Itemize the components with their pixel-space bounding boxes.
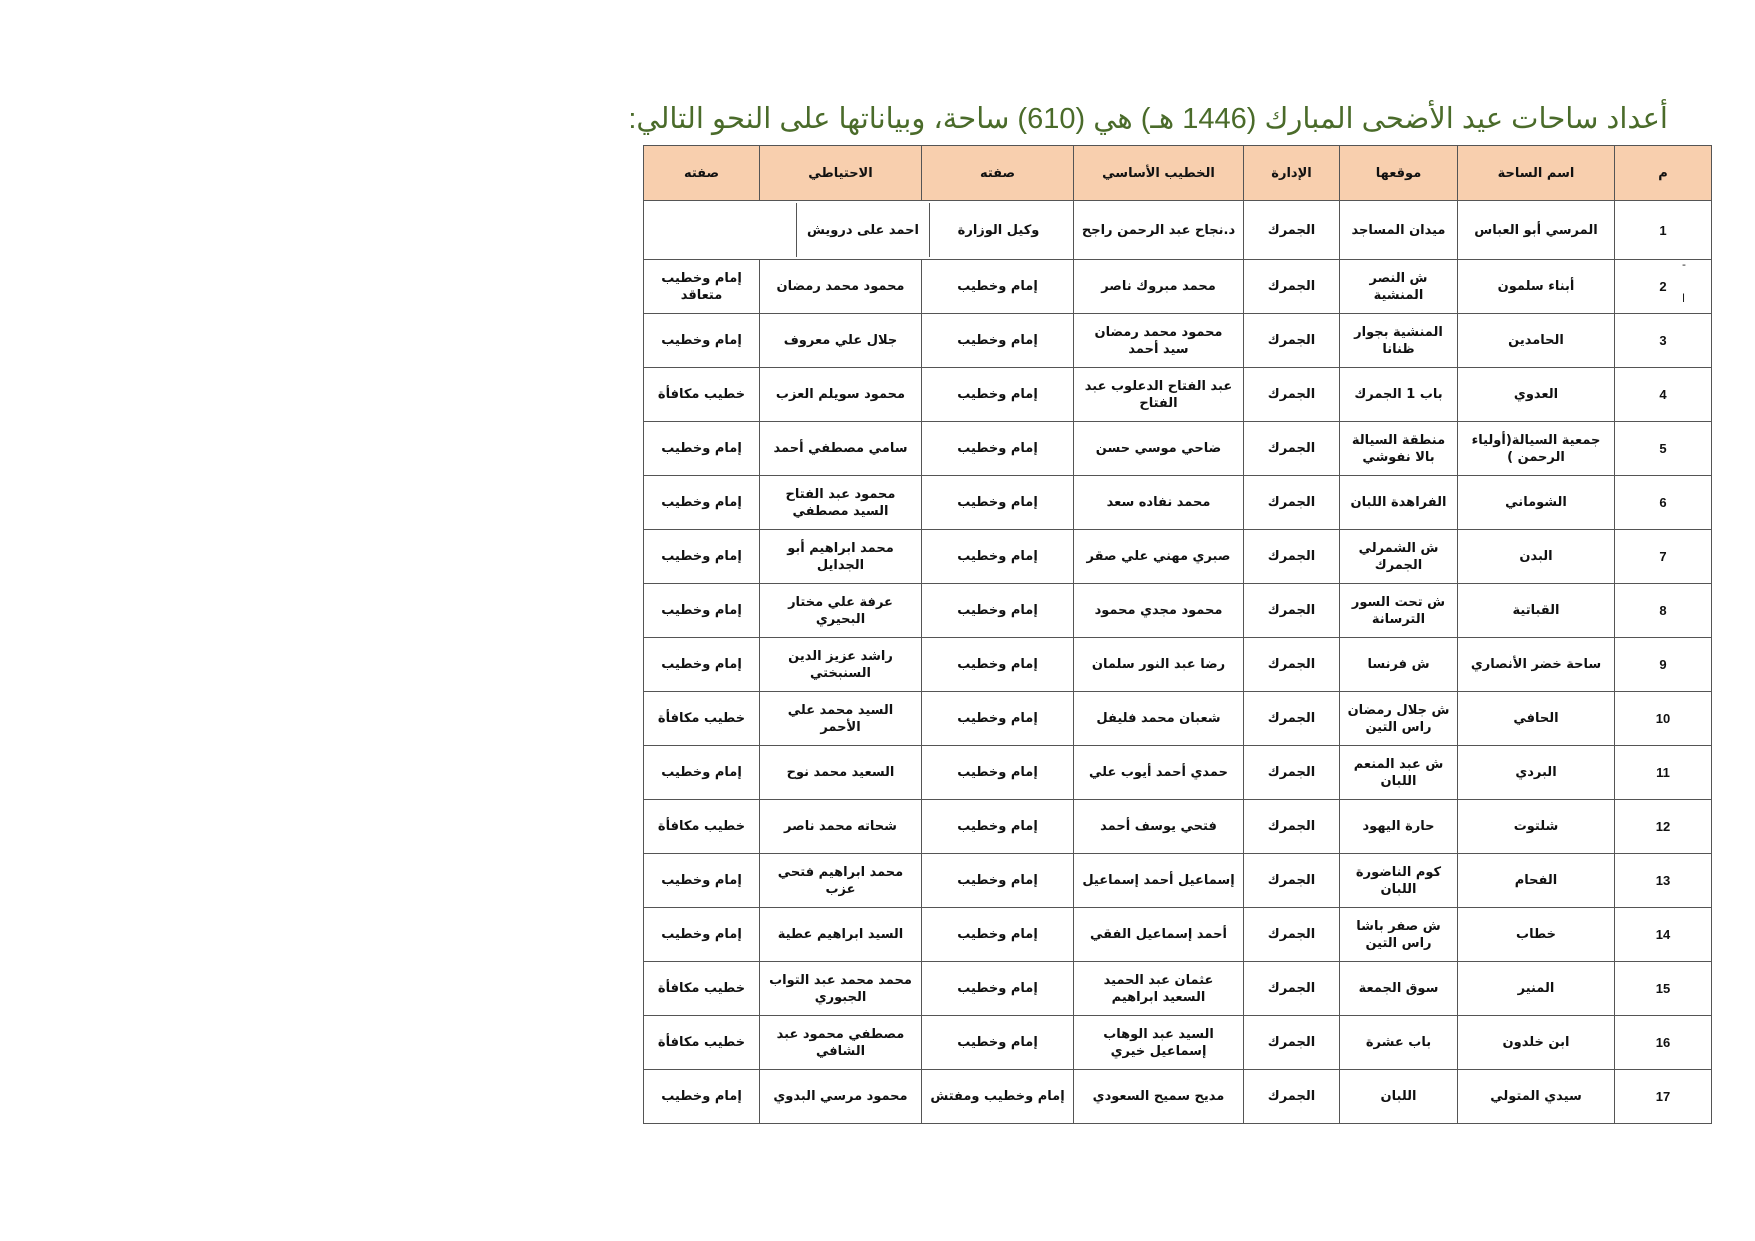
row-khatib: محمد نفاده سعد bbox=[1074, 476, 1244, 530]
row-role: إمام وخطيب bbox=[922, 638, 1074, 692]
table-header-row bbox=[644, 146, 1712, 201]
row-reserve-role: إمام وخطيب bbox=[644, 1070, 760, 1124]
row-reserve-role: إمام وخطيب bbox=[644, 314, 760, 368]
row-reserve: راشد عزيز الدين السنبختي bbox=[760, 638, 922, 692]
row-admin: الجمرك bbox=[1244, 368, 1340, 422]
row-location: ش النصر المنشية bbox=[1340, 260, 1458, 314]
row-num: 17 bbox=[1615, 1070, 1712, 1124]
table-row bbox=[644, 314, 1712, 368]
row-location: منطقة السيالة بالا نفوشي bbox=[1340, 422, 1458, 476]
row-num: 15 bbox=[1615, 962, 1712, 1016]
row-khatib: محمود مجدي محمود bbox=[1074, 584, 1244, 638]
page-title: أعداد ساحات عيد الأضحى المبارك (1446 هـ) هي (610) ساحة، وبياناتها على النحو التالي: bbox=[628, 103, 1668, 135]
row-reserve: شحاته محمد ناصر bbox=[760, 800, 922, 854]
row-name: البدن bbox=[1458, 530, 1615, 584]
table-row bbox=[644, 638, 1712, 692]
row-reserve-role: إمام وخطيب bbox=[644, 854, 760, 908]
row-name: ساحة خضر الأنصاري bbox=[1458, 638, 1615, 692]
row-reserve: السعيد محمد نوح bbox=[760, 746, 922, 800]
row-reserve: جلال علي معروف bbox=[760, 314, 922, 368]
row-reserve-role: إمام وخطيب bbox=[644, 422, 760, 476]
row-name: البردي bbox=[1458, 746, 1615, 800]
row-khatib: فتحي يوسف أحمد bbox=[1074, 800, 1244, 854]
row-role: إمام وخطيب bbox=[922, 476, 1074, 530]
row-role: إمام وخطيب bbox=[922, 692, 1074, 746]
row2-dash-mark: - bbox=[1682, 258, 1686, 271]
row-reserve-role: إمام وخطيب bbox=[644, 638, 760, 692]
row-name: خطاب bbox=[1458, 908, 1615, 962]
row-reserve: السيد محمد علي الأحمر bbox=[760, 692, 922, 746]
row-reserve-role: إمام وخطيب bbox=[644, 746, 760, 800]
row2-alif-mark: ا bbox=[1682, 292, 1686, 305]
row-location: كوم الناضورة اللبان bbox=[1340, 854, 1458, 908]
table-row bbox=[644, 476, 1712, 530]
row-name: المنير bbox=[1458, 962, 1615, 1016]
row-admin: الجمرك bbox=[1244, 314, 1340, 368]
table-row bbox=[644, 422, 1712, 476]
row-reserve-role: إمام وخطيب bbox=[644, 584, 760, 638]
row-role: إمام وخطيب bbox=[922, 800, 1074, 854]
header-admin: الإدارة bbox=[1244, 146, 1340, 201]
row-reserve: سامي مصطفي أحمد bbox=[760, 422, 922, 476]
row-num: 2 bbox=[1615, 260, 1712, 314]
row-location: الفراهدة اللبان bbox=[1340, 476, 1458, 530]
header-location: موقعها bbox=[1340, 146, 1458, 201]
row-admin: الجمرك bbox=[1244, 746, 1340, 800]
row-role: إمام وخطيب bbox=[922, 314, 1074, 368]
row-name: الشوماني bbox=[1458, 476, 1615, 530]
row-khatib: حمدي أحمد أيوب علي bbox=[1074, 746, 1244, 800]
row-name: جمعية السيالة(أولياء الرحمن ) bbox=[1458, 422, 1615, 476]
row-name: ابن خلدون bbox=[1458, 1016, 1615, 1070]
row-num: 4 bbox=[1615, 368, 1712, 422]
header-khatib: الخطيب الأساسي bbox=[1074, 146, 1244, 201]
row-location: باب 1 الجمرك bbox=[1340, 368, 1458, 422]
row-name: الفحام bbox=[1458, 854, 1615, 908]
row-admin: الجمرك bbox=[1244, 422, 1340, 476]
row-location: ميدان المساجد bbox=[1340, 201, 1458, 260]
row-khatib: محمود محمد رمضان سيد أحمد bbox=[1074, 314, 1244, 368]
row-admin: الجمرك bbox=[1244, 530, 1340, 584]
row-role: إمام وخطيب bbox=[922, 854, 1074, 908]
row-admin: الجمرك bbox=[1244, 584, 1340, 638]
row-reserve: عرفة علي مختار البحيري bbox=[760, 584, 922, 638]
row-num: 16 bbox=[1615, 1016, 1712, 1070]
row-khatib: السيد عبد الوهاب إسماعيل خيري bbox=[1074, 1016, 1244, 1070]
row-role: إمام وخطيب ومفتش bbox=[922, 1070, 1074, 1124]
row-role: إمام وخطيب bbox=[922, 530, 1074, 584]
row-num: 9 bbox=[1615, 638, 1712, 692]
row-khatib: أحمد إسماعيل الفقي bbox=[1074, 908, 1244, 962]
row-admin: الجمرك bbox=[1244, 800, 1340, 854]
header-role: صفته bbox=[922, 146, 1074, 201]
table-row bbox=[644, 201, 1712, 260]
row-khatib: مديح سميح السعودي bbox=[1074, 1070, 1244, 1124]
row-num: 5 bbox=[1615, 422, 1712, 476]
row-num: 13 bbox=[1615, 854, 1712, 908]
row-khatib: صبري مهني علي صقر bbox=[1074, 530, 1244, 584]
row-name: سيدي المتولي bbox=[1458, 1070, 1615, 1124]
row-admin: الجمرك bbox=[1244, 908, 1340, 962]
row-location: سوق الجمعة bbox=[1340, 962, 1458, 1016]
table-row bbox=[644, 584, 1712, 638]
row-reserve-role: خطيب مكافأة bbox=[644, 1016, 760, 1070]
row-khatib: محمد مبروك ناصر bbox=[1074, 260, 1244, 314]
row-location: ش تحت السور الترسانة bbox=[1340, 584, 1458, 638]
row-reserve-role: خطيب مكافأة bbox=[644, 692, 760, 746]
row-admin: الجمرك bbox=[1244, 1070, 1340, 1124]
row-admin: الجمرك bbox=[1244, 638, 1340, 692]
row-num: 11 bbox=[1615, 746, 1712, 800]
row-role: إمام وخطيب bbox=[922, 908, 1074, 962]
row-role: إمام وخطيب bbox=[922, 746, 1074, 800]
row-num: 7 bbox=[1615, 530, 1712, 584]
table-row bbox=[644, 800, 1712, 854]
row-num: 3 bbox=[1615, 314, 1712, 368]
row-khatib: ضاحي موسي حسن bbox=[1074, 422, 1244, 476]
table-row bbox=[644, 746, 1712, 800]
row-reserve-role: إمام وخطيب bbox=[644, 530, 760, 584]
row-location: اللبان bbox=[1340, 1070, 1458, 1124]
row-reserve: محمد ابراهيم فتحي عزب bbox=[760, 854, 922, 908]
row-reserve: محمود سويلم العزب bbox=[760, 368, 922, 422]
row-admin: الجمرك bbox=[1244, 1016, 1340, 1070]
table-row bbox=[644, 962, 1712, 1016]
row-name: المرسي أبو العباس bbox=[1458, 201, 1615, 260]
row-khatib: عبد الفتاح الدعلوب عبد الفتاح bbox=[1074, 368, 1244, 422]
header-num: م bbox=[1615, 146, 1712, 201]
row-name: الحامدين bbox=[1458, 314, 1615, 368]
row-khatib: عثمان عبد الحميد السعيد ابراهيم bbox=[1074, 962, 1244, 1016]
row-location: ش صفر باشا راس التين bbox=[1340, 908, 1458, 962]
row-admin: الجمرك bbox=[1244, 201, 1340, 260]
table-row bbox=[644, 692, 1712, 746]
row-num: 14 bbox=[1615, 908, 1712, 962]
row-reserve: محمد محمد عبد التواب الجبوري bbox=[760, 962, 922, 1016]
header-reserve: الاحتياطي bbox=[760, 146, 922, 201]
row-name: أبناء سلمون bbox=[1458, 260, 1615, 314]
row-role: إمام وخطيب bbox=[922, 260, 1074, 314]
row-num: 6 bbox=[1615, 476, 1712, 530]
row-role: إمام وخطيب bbox=[922, 584, 1074, 638]
row-reserve-role: خطيب مكافأة bbox=[644, 962, 760, 1016]
row-reserve-role: خطيب مكافأة bbox=[644, 800, 760, 854]
row-location: حارة اليهود bbox=[1340, 800, 1458, 854]
squares-table bbox=[643, 145, 1712, 1124]
table-row bbox=[644, 1016, 1712, 1070]
row-role: وكيل الوزارة bbox=[957, 222, 1040, 238]
row-reserve-role: خطيب مكافأة bbox=[644, 368, 760, 422]
row-reserve: احمد على درويش bbox=[797, 203, 930, 257]
table-row bbox=[644, 1070, 1712, 1124]
row-reserve: محمود مرسي البدوي bbox=[760, 1070, 922, 1124]
row-name: العدوي bbox=[1458, 368, 1615, 422]
row-num: 1 bbox=[1615, 201, 1712, 260]
row-reserve: محمد ابراهيم أبو الجدايل bbox=[760, 530, 922, 584]
row-role: إمام وخطيب bbox=[922, 422, 1074, 476]
row-location: ش عبد المنعم اللبان bbox=[1340, 746, 1458, 800]
row-location: المنشية بجوار ظنانا bbox=[1340, 314, 1458, 368]
row-reserve-role bbox=[650, 203, 797, 257]
row1-merged-cell bbox=[644, 201, 1074, 260]
row-khatib: إسماعيل أحمد إسماعيل bbox=[1074, 854, 1244, 908]
row-admin: الجمرك bbox=[1244, 962, 1340, 1016]
table-row bbox=[644, 368, 1712, 422]
row-name: شلتوت bbox=[1458, 800, 1615, 854]
row-name: القباتية bbox=[1458, 584, 1615, 638]
row-reserve-role: إمام وخطيب bbox=[644, 908, 760, 962]
row-location: باب عشرة bbox=[1340, 1016, 1458, 1070]
row-location: ش جلال رمضان راس التين bbox=[1340, 692, 1458, 746]
row-reserve: محمود محمد رمضان bbox=[760, 260, 922, 314]
table-row bbox=[644, 260, 1712, 314]
header-reserve-role: صفته bbox=[644, 146, 760, 201]
row-reserve: محمود عبد الفتاح السيد مصطفي bbox=[760, 476, 922, 530]
row-khatib: رضا عبد النور سلمان bbox=[1074, 638, 1244, 692]
row-admin: الجمرك bbox=[1244, 476, 1340, 530]
row-role: إمام وخطيب bbox=[922, 962, 1074, 1016]
row-role: إمام وخطيب bbox=[922, 368, 1074, 422]
row-khatib: د.نجاح عبد الرحمن راجح bbox=[1074, 201, 1244, 260]
row-reserve-role: إمام وخطيب bbox=[644, 476, 760, 530]
row-role: إمام وخطيب bbox=[922, 1016, 1074, 1070]
row-reserve: مصطفي محمود عبد الشافي bbox=[760, 1016, 922, 1070]
table-row bbox=[644, 908, 1712, 962]
row-num: 12 bbox=[1615, 800, 1712, 854]
row-location: ش فرنسا bbox=[1340, 638, 1458, 692]
row-reserve: السيد ابراهيم عطية bbox=[760, 908, 922, 962]
row-admin: الجمرك bbox=[1244, 260, 1340, 314]
row-admin: الجمرك bbox=[1244, 692, 1340, 746]
row-reserve-role: إمام وخطيب متعاقد bbox=[644, 260, 760, 314]
table-row bbox=[644, 530, 1712, 584]
table-row bbox=[644, 854, 1712, 908]
row-num: 8 bbox=[1615, 584, 1712, 638]
row-location: ش الشمرلي الجمرك bbox=[1340, 530, 1458, 584]
header-name: اسم الساحة bbox=[1458, 146, 1615, 201]
row-name: الحافي bbox=[1458, 692, 1615, 746]
row-admin: الجمرك bbox=[1244, 854, 1340, 908]
row-num: 10 bbox=[1615, 692, 1712, 746]
row-khatib: شعبان محمد فليفل bbox=[1074, 692, 1244, 746]
